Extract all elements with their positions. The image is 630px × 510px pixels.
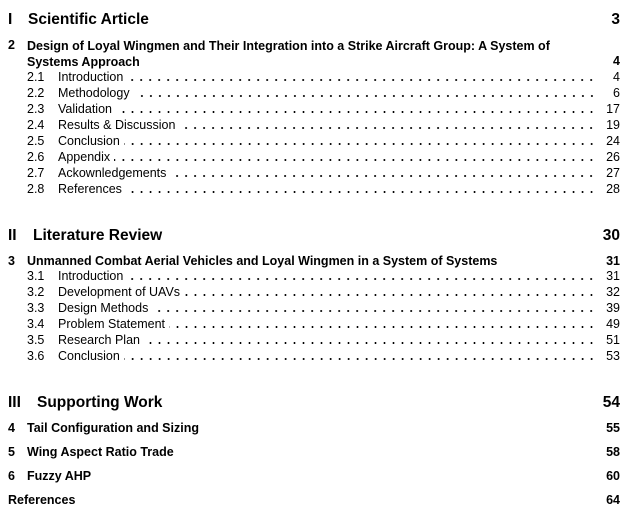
dot-leader bbox=[134, 87, 596, 97]
page-number: 6 bbox=[613, 86, 620, 100]
part-title: Literature Review bbox=[33, 227, 163, 244]
page-number: 54 bbox=[602, 394, 620, 411]
toc-section-3-2[interactable] bbox=[27, 285, 620, 299]
section-title: Research Plan bbox=[58, 333, 140, 347]
page-number: 24 bbox=[606, 134, 620, 148]
page-number: 17 bbox=[606, 102, 620, 116]
section-number: 2.5 bbox=[27, 134, 45, 148]
dot-leader bbox=[124, 350, 596, 360]
chapter-number: 4 bbox=[8, 421, 15, 435]
page-number: 28 bbox=[606, 182, 620, 196]
part-heading-i[interactable] bbox=[8, 11, 620, 29]
toc-section-3-5[interactable] bbox=[27, 333, 620, 347]
chapter-3[interactable] bbox=[8, 254, 620, 268]
dot-leader bbox=[170, 167, 596, 177]
section-title: Conclusion bbox=[58, 349, 120, 363]
toc-section-2-6[interactable] bbox=[27, 150, 620, 164]
chapter-2[interactable] bbox=[8, 38, 620, 70]
dot-leader bbox=[127, 270, 596, 280]
section-number: 3.2 bbox=[27, 285, 45, 299]
section-title: Methodology bbox=[58, 86, 130, 100]
chapter-title: Unmanned Combat Aerial Vehicles and Loyal Wingmen in a System of Systems bbox=[27, 254, 498, 268]
section-number: 3.1 bbox=[27, 269, 45, 283]
section-number: 3.6 bbox=[27, 349, 45, 363]
part-number: I bbox=[8, 11, 13, 28]
dot-leader bbox=[116, 103, 596, 113]
section-title: Design Methods bbox=[58, 301, 149, 315]
page-number: 64 bbox=[606, 493, 620, 507]
toc-section-2-5[interactable] bbox=[27, 134, 620, 148]
toc-section-3-4[interactable] bbox=[27, 317, 620, 331]
chapter-title: Wing Aspect Ratio Trade bbox=[27, 445, 174, 459]
page-number: 19 bbox=[606, 118, 620, 132]
section-title: Appendix bbox=[58, 150, 111, 164]
references-entry[interactable] bbox=[8, 493, 620, 507]
section-number: 2.4 bbox=[27, 118, 45, 132]
dot-leader bbox=[144, 334, 596, 344]
part-number: II bbox=[8, 227, 17, 244]
toc-section-3-3[interactable] bbox=[27, 301, 620, 315]
section-number: 3.5 bbox=[27, 333, 45, 347]
page-number: 32 bbox=[606, 285, 620, 299]
toc-section-2-3[interactable] bbox=[27, 102, 620, 116]
chapter-number: 3 bbox=[8, 254, 15, 268]
chapter-5[interactable] bbox=[8, 445, 620, 459]
toc-section-3-1[interactable] bbox=[27, 269, 620, 283]
chapter-title: Design of Loyal Wingmen and Their Integration into a Strike Aircraft Group: A System of Systems Approach bbox=[27, 39, 550, 69]
page-number: 26 bbox=[606, 150, 620, 164]
page-number: 27 bbox=[606, 166, 620, 180]
dot-leader bbox=[124, 135, 596, 145]
chapter-number: 2 bbox=[8, 38, 15, 52]
section-number: 2.1 bbox=[27, 70, 45, 84]
dot-leader bbox=[152, 302, 596, 312]
section-title: Results & Discussion bbox=[58, 118, 176, 132]
dot-leader bbox=[127, 71, 596, 81]
section-title: References bbox=[58, 182, 122, 196]
section-title: Conclusion bbox=[58, 134, 120, 148]
section-number: 2.2 bbox=[27, 86, 45, 100]
chapter-6[interactable] bbox=[8, 469, 620, 483]
part-heading-ii[interactable] bbox=[8, 227, 620, 245]
chapter-4[interactable] bbox=[8, 421, 620, 435]
page-number: 49 bbox=[606, 317, 620, 331]
page-number: 4 bbox=[613, 54, 620, 68]
part-number: III bbox=[8, 394, 21, 411]
page-number: 3 bbox=[611, 11, 620, 28]
page-number: 60 bbox=[606, 469, 620, 483]
page-number: 31 bbox=[606, 254, 620, 268]
chapter-title: Fuzzy AHP bbox=[27, 469, 92, 483]
section-number: 2.7 bbox=[27, 166, 45, 180]
page-number: 51 bbox=[606, 333, 620, 347]
section-title: Ackownledgements bbox=[58, 166, 167, 180]
toc-section-2-2[interactable] bbox=[27, 86, 620, 100]
page-number: 53 bbox=[606, 349, 620, 363]
section-title: Development of UAVs bbox=[58, 285, 181, 299]
section-number: 2.3 bbox=[27, 102, 45, 116]
page-number: 4 bbox=[613, 70, 620, 84]
section-number: 2.8 bbox=[27, 182, 45, 196]
section-title: Validation bbox=[58, 102, 112, 116]
toc-section-2-4[interactable] bbox=[27, 118, 620, 132]
page-number: 58 bbox=[606, 445, 620, 459]
dot-leader bbox=[114, 151, 596, 161]
section-title: Problem Statement bbox=[58, 317, 165, 331]
toc-section-3-6[interactable] bbox=[27, 349, 620, 363]
dot-leader bbox=[169, 318, 596, 328]
section-number: 2.6 bbox=[27, 150, 45, 164]
section-number: 3.3 bbox=[27, 301, 45, 315]
dot-leader bbox=[126, 183, 596, 193]
toc-section-2-1[interactable] bbox=[27, 70, 620, 84]
chapter-number: 5 bbox=[8, 445, 15, 459]
section-title: Introduction bbox=[58, 269, 124, 283]
dot-leader bbox=[179, 119, 596, 129]
chapter-title: Tail Configuration and Sizing bbox=[27, 421, 199, 435]
dot-leader bbox=[184, 286, 596, 296]
part-title: Supporting Work bbox=[37, 394, 163, 411]
section-number: 3.4 bbox=[27, 317, 45, 331]
page-number: 39 bbox=[606, 301, 620, 315]
part-title: Scientific Article bbox=[28, 11, 149, 28]
page-number: 31 bbox=[606, 269, 620, 283]
toc-section-2-8[interactable] bbox=[27, 182, 620, 196]
references-title: References bbox=[8, 493, 76, 507]
chapter-number: 6 bbox=[8, 469, 15, 483]
part-heading-iii[interactable] bbox=[8, 394, 620, 412]
section-title: Introduction bbox=[58, 70, 124, 84]
page-number: 55 bbox=[606, 421, 620, 435]
toc-section-2-7[interactable] bbox=[27, 166, 620, 180]
page-number: 30 bbox=[602, 227, 620, 244]
